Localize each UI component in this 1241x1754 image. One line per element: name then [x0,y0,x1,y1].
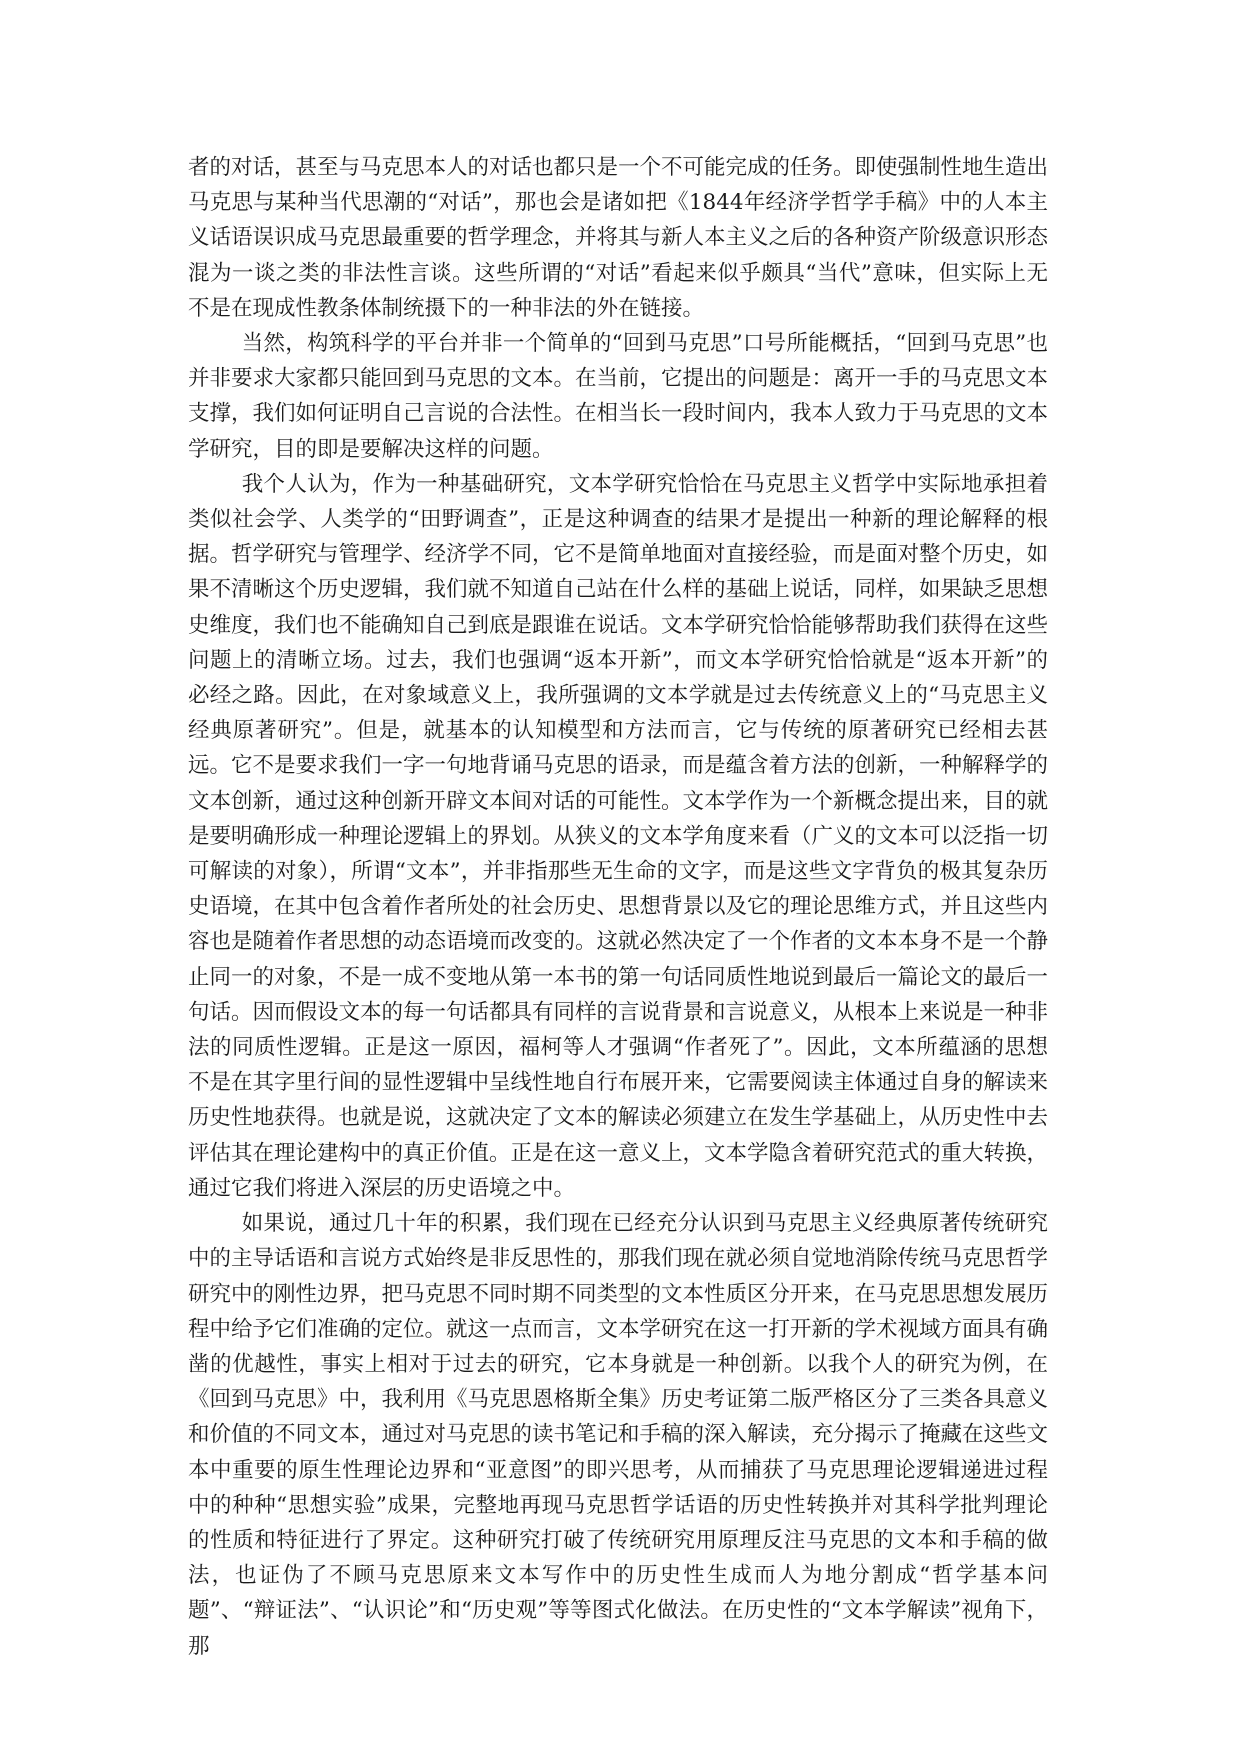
paragraph-continuation: 者的对话，甚至与马克思本人的对话也都只是一个不可能完成的任务。即使强制性地生造出马克思与某种当代思潮的“对话”，那也会是诸如把《1844年经济学哲学手稿》中的人本主义话语误识成马克思最重要的哲学理念，并将其与新人本主义之后的各种资产阶级意识形态混为一谈之类的非法性言谈。这些所谓的“对话”看起来似乎颇具“当代”意味，但实际上无不是在现成性教条体制统摄下的一种非法的外在链接。 [188,155,1049,321]
paragraph-textology: 我个人认为，作为一种基础研究，文本学研究恰恰在马克思主义哲学中实际地承担着类似社会学、人类学的“田野调查”，正是这种调查的结果才是提出一种新的理论解释的根据。哲学研究与管理学、经济学不同，它不是简单地面对直接经验，而是面对整个历史，如果不清晰这个历史逻辑，我们就不知道自己站在什么样的基础上说话，同样，如果缺乏思想史维度，我们也不能确知自己到底是跟谁在说话。文本学研究恰恰能够帮助我们获得在这些问题上的清晰立场。过去，我们也强调“返本开新”，而文本学研究恰恰就是“返本开新”的必经之路。因此，在对象域意义上，我所强调的文本学就是过去传统意义上的“马克思主义经典原著研究”。但是，就基本的认知模型和方法而言，它与传统的原著研究已经相去甚远。它不是要求我们一字一句地背诵马克思的语录，而是蕴含着方法的创新，一种解释学的文本创新，通过这种创新开辟文本间对话的可能性。文本学作为一个新概念提出来，目的就是要明确形成一种理论逻辑上的界划。从狭义的文本学角度来看（广义的文本可以泛指一切可解读的对象），所谓“文本”，并非指那些无生命的文字，而是这些文字背负的极其复杂历史语境，在其中包含着作者所处的社会历史、思想背景以及它的理论思维方式，并且这些内容也是随着作者思想的动态语境而改变的。这就必然决定了一个作者的文本本身不是一个静止同一的对象，不是一成不变地从第一本书的第一句话同质性地说到最后一篇论文的最后一句话。因而假设文本的每一句话都具有同样的言说背景和言说意义，从根本上来说是一种非法的同质性逻辑。正是这一原因，福柯等人才强调“作者死了”。因此，文本所蕴涵的思想不是在其字里行间的显性逻辑中呈线性地自行布展开来，它需要阅读主体通过自身的解读来历史性地获得。也就是说，这就决定了文本的解读必须建立在发生学基础上，从历史性中去评估其在理论建构中的真正价值。正是在这一意义上，文本学隐含着研究范式的重大转换，通过它我们将进入深层的历史语境之中。 [188,471,1049,1201]
paragraph-platform: 当然，构筑科学的平台并非一个简单的“回到马克思”口号所能概括，“回到马克思”也并非要求大家都只能回到马克思的文本。在当前，它提出的问题是：离开一手的马克思文本支撑，我们如何证明自己言说的合法性。在相当长一段时间内，我本人致力于马克思的文本学研究，目的即是要解决这样的问题。 [188,331,1049,462]
paragraph-research: 如果说，通过几十年的积累，我们现在已经充分认识到马克思主义经典原著传统研究中的主导话语和言说方式始终是非反思性的，那我们现在就必须自觉地消除传统马克思哲学研究中的刚性边界，把马克思不同时期不同类型的文本性质区分开来，在马克思思想发展历程中给予它们准确的定位。就这一点而言，文本学研究在这一打开新的学术视域方面具有确凿的优越性，事实上相对于过去的研究，它本身就是一种创新。以我个人的研究为例，在《回到马克思》中，我利用《马克思恩格斯全集》历史考证第二版严格区分了三类各具意义和价值的不同文本，通过对马克思的读书笔记和手稿的深入解读，充分揭示了掩藏在这些文本中重要的原生性理论边界和“亚意图”的即兴思考，从而捕获了马克思理论逻辑递进过程中的种种“思想实验”成果，完整地再现马克思哲学话语的历史性转换并对其科学批判理论的性质和特征进行了界定。这种研究打破了传统研究用原理反注马克思的文本和手稿的做法，也证伪了不顾马克思原来文本写作中的历史性生成而人为地分割成“哲学基本问题”、“辩证法”、“认识论”和“历史观”等等图式化做法。在历史性的“文本学解读”视角下，那 [188,1211,1049,1659]
document-body [188,150,1048,1664]
